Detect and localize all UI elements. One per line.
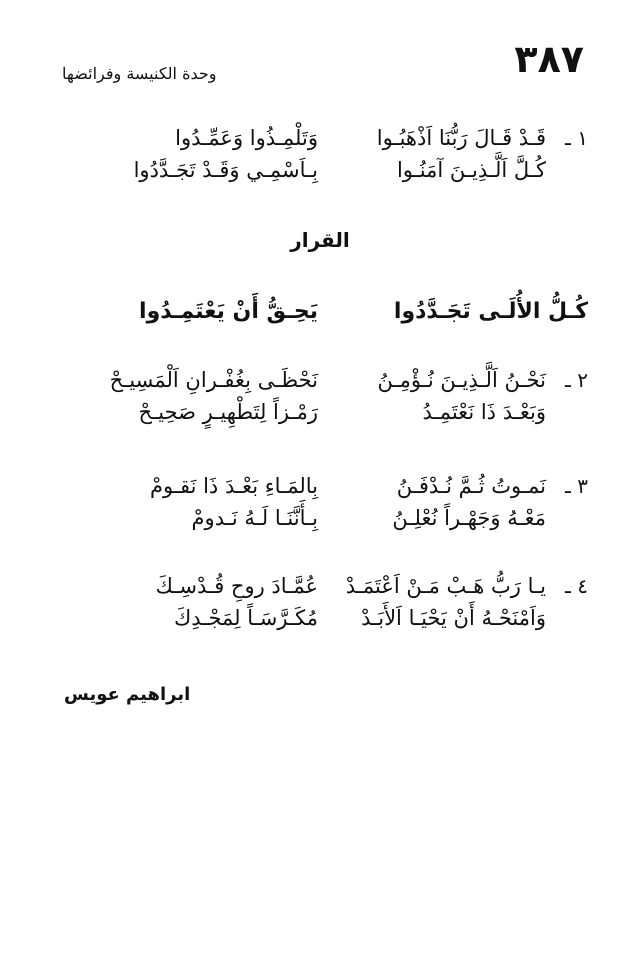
author-name: ابراهيم عويس [64, 684, 191, 705]
verse-line [60, 570, 588, 602]
stanza-number: ٣ ـ [565, 474, 588, 498]
hemistich-first: نَحْـنُ اَلَّـذِيـنَ نُـؤْمِـنُ [377, 368, 546, 392]
stanza-number: ٢ ـ [565, 368, 588, 392]
hemistich-first: وَاَمْنَحْـهُ أَنْ يَحْيَـا اَلأَبَـدْ [361, 606, 546, 630]
verse-line [60, 154, 588, 186]
stanza-4 [60, 570, 588, 634]
hemistich-second: نَحْظَـى بِغُفْـرانِ اَلْمَسِيـحْ [109, 368, 318, 392]
hemistich-first: يـا رَبُّ هَـبْ مَـنْ اَعْتَمَـدْ [345, 574, 546, 598]
stanza-number: ٤ ـ [565, 574, 588, 598]
hemistich-second: يَحِـقُّ أَنْ يَعْتَمِـدُوا [139, 299, 318, 324]
hemistich-second: بِالمَـاءِ بَعْـدَ ذَا نَقـومْ [149, 474, 318, 498]
hemistich-first: نَمـوتُ ثُـمَّ نُـدْفَـنُ [396, 474, 546, 498]
hemistich-first: وَبَعْـدَ ذَا نَعْتَمِـدُ [422, 400, 546, 424]
hemistich-first: كُـلُّ الأُلَـى تَجَـدَّدُوا [393, 299, 588, 324]
hemistich-second: بِـأَنَّنَـا لَـهُ نَـدومْ [191, 506, 318, 530]
page-number: ٣٨٧ [514, 37, 584, 81]
verse-line [60, 396, 588, 428]
hemistich-second: مُكَـرَّسَـاً لِمَجْـدِكَ [174, 606, 318, 630]
hemistich-second: رَمْـزاً لِتَطْهِيـرٍ صَحِيـحْ [138, 400, 318, 424]
running-header: وحدة الكنيسة وفرائضها [62, 64, 217, 83]
hemistich-second: بِـاَسْمِـي وَقَـدْ تَجَـدَّدُوا [133, 158, 318, 182]
verse-line [60, 602, 588, 634]
verse-line [60, 122, 588, 154]
refrain [60, 294, 588, 330]
refrain-line [60, 294, 588, 330]
hemistich-first: كُـلَّ اَلَّـذِيـنَ آمَنُـوا [396, 158, 546, 182]
stanza-2 [60, 364, 588, 428]
hemistich-second: عُمَّـادَ روحِ قُـدْسِـكَ [155, 574, 318, 598]
verse-line [60, 470, 588, 502]
refrain-title: القرار [290, 228, 350, 252]
stanza-3 [60, 470, 588, 534]
stanza-1 [60, 122, 588, 186]
stanza-number: ١ ـ [565, 126, 588, 150]
verse-line [60, 364, 588, 396]
hemistich-first: مَعْـهُ وَجَهْـراً نُعْلِـنُ [392, 506, 546, 530]
verse-line [60, 502, 588, 534]
hemistich-first: قَـدْ قَـالَ رَبُّنَا اَذْهَبُـوا [376, 126, 546, 150]
hemistich-second: وَتَلْمِـذُوا وَعَمِّـدُوا [175, 126, 318, 150]
